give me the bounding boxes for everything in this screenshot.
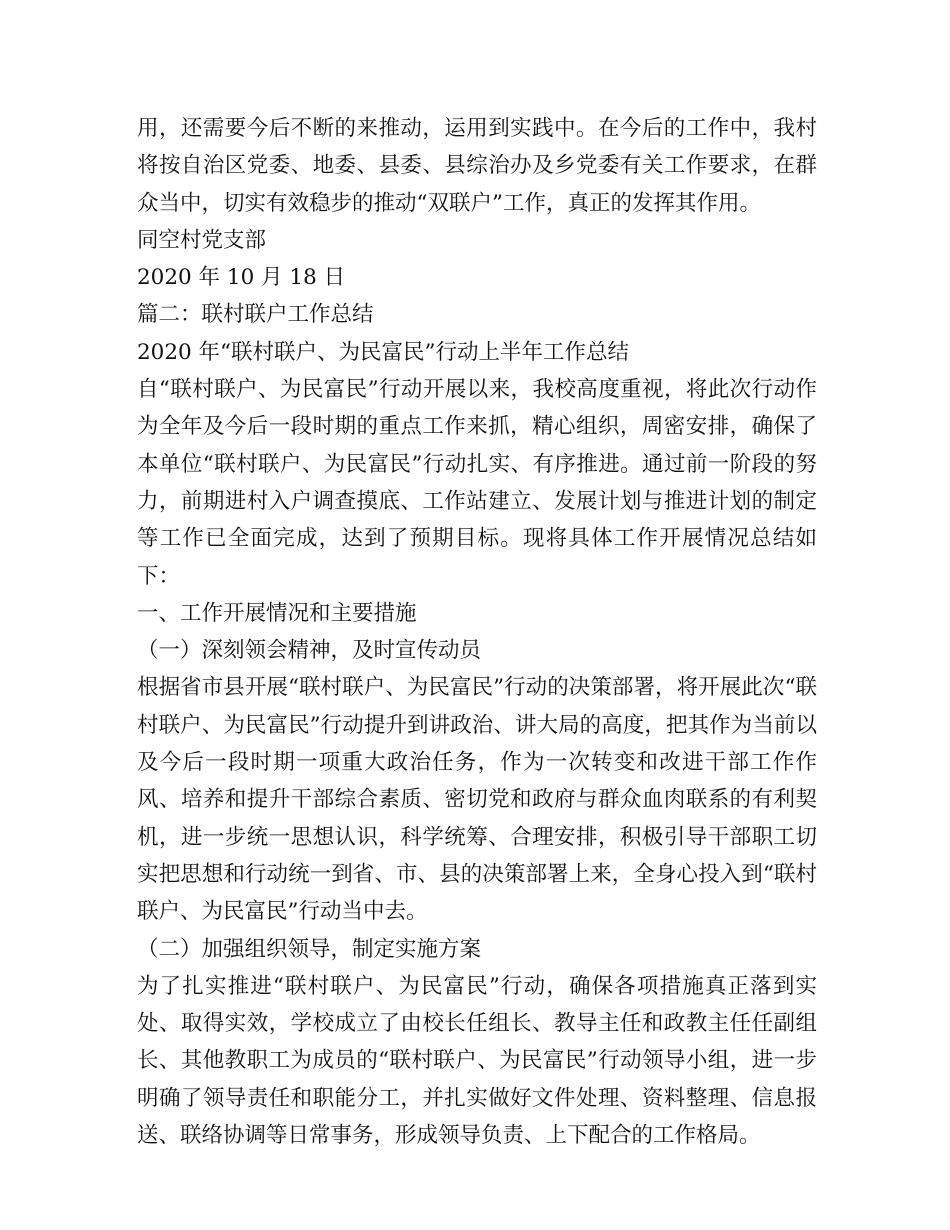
report-title: 2020 年“联村联户、为民富民”行动上半年工作总结 xyxy=(137,339,630,365)
paragraph-subsection-two: 为了扎实推进“联村联户、为民富民”行动，确保各项措施真正落到实处、取得实效，学校成立了由校长任组长、教导主任和政教主任任副组长、其他教职工为成员的“联村联户、为民富民”行动领导小组，进一步明确了领导责任和职能分工，并扎实做好文件处理、资料整理、信息报送、联络协调等日常事务，形成领导负责、上下配合的工作格局。 xyxy=(137,973,817,1149)
signature-organization: 同空村党支部 xyxy=(137,227,267,253)
signature-date: 2020 年 10 月 18 日 xyxy=(137,265,346,291)
subheading-two: （二）加强组织领导，制定实施方案 xyxy=(137,936,482,962)
section-heading: 篇二：联村联户工作总结 xyxy=(137,302,374,328)
heading-part-one: 一、工作开展情况和主要措施 xyxy=(137,600,417,626)
paragraph-intro: 自“联村联户、为民富民”行动开展以来，我校高度重视，将此次行动作为全年及今后一段时期的重点工作来抓，精心组织，周密安排，确保了本单位“联村联户、为民富民”行动扎实、有序推进。通过前一阶段的努力，前期进村入户调查摸底、工作站建立、发展计划与推进计划的制定等工作已全面完成，达到了预期目标。现将具体工作开展情况总结如下： xyxy=(137,377,817,589)
paragraph-closing-text: 用，还需要今后不断的来推动，运用到实践中。在今后的工作中，我村将按自治区党委、地委、县委、县综治办及乡党委有关工作要求，在群众当中，切实有效稳步的推动“双联户”工作，真正的发挥其作用。 xyxy=(137,116,817,216)
paragraph-subsection-one: 根据省市县开展“联村联户、为民富民”行动的决策部署，将开展此次“联村联户、为民富民”行动提升到讲政治、讲大局的高度，把其作为当前以及今后一段时期一项重大政治任务，作为一次转变和改进干部工作作风、培养和提升干部综合素质、密切党和政府与群众血肉联系的有利契机，进一步统一思想认识，科学统筹、合理安排，积极引导干部职工切实把思想和行动统一到省、市、县的决策部署上来，全身心投入到“联村联户、为民富民”行动当中去。 xyxy=(137,675,817,925)
document-body xyxy=(137,110,817,1154)
subheading-one: （一）深刻领会精神，及时宣传动员 xyxy=(137,638,482,664)
